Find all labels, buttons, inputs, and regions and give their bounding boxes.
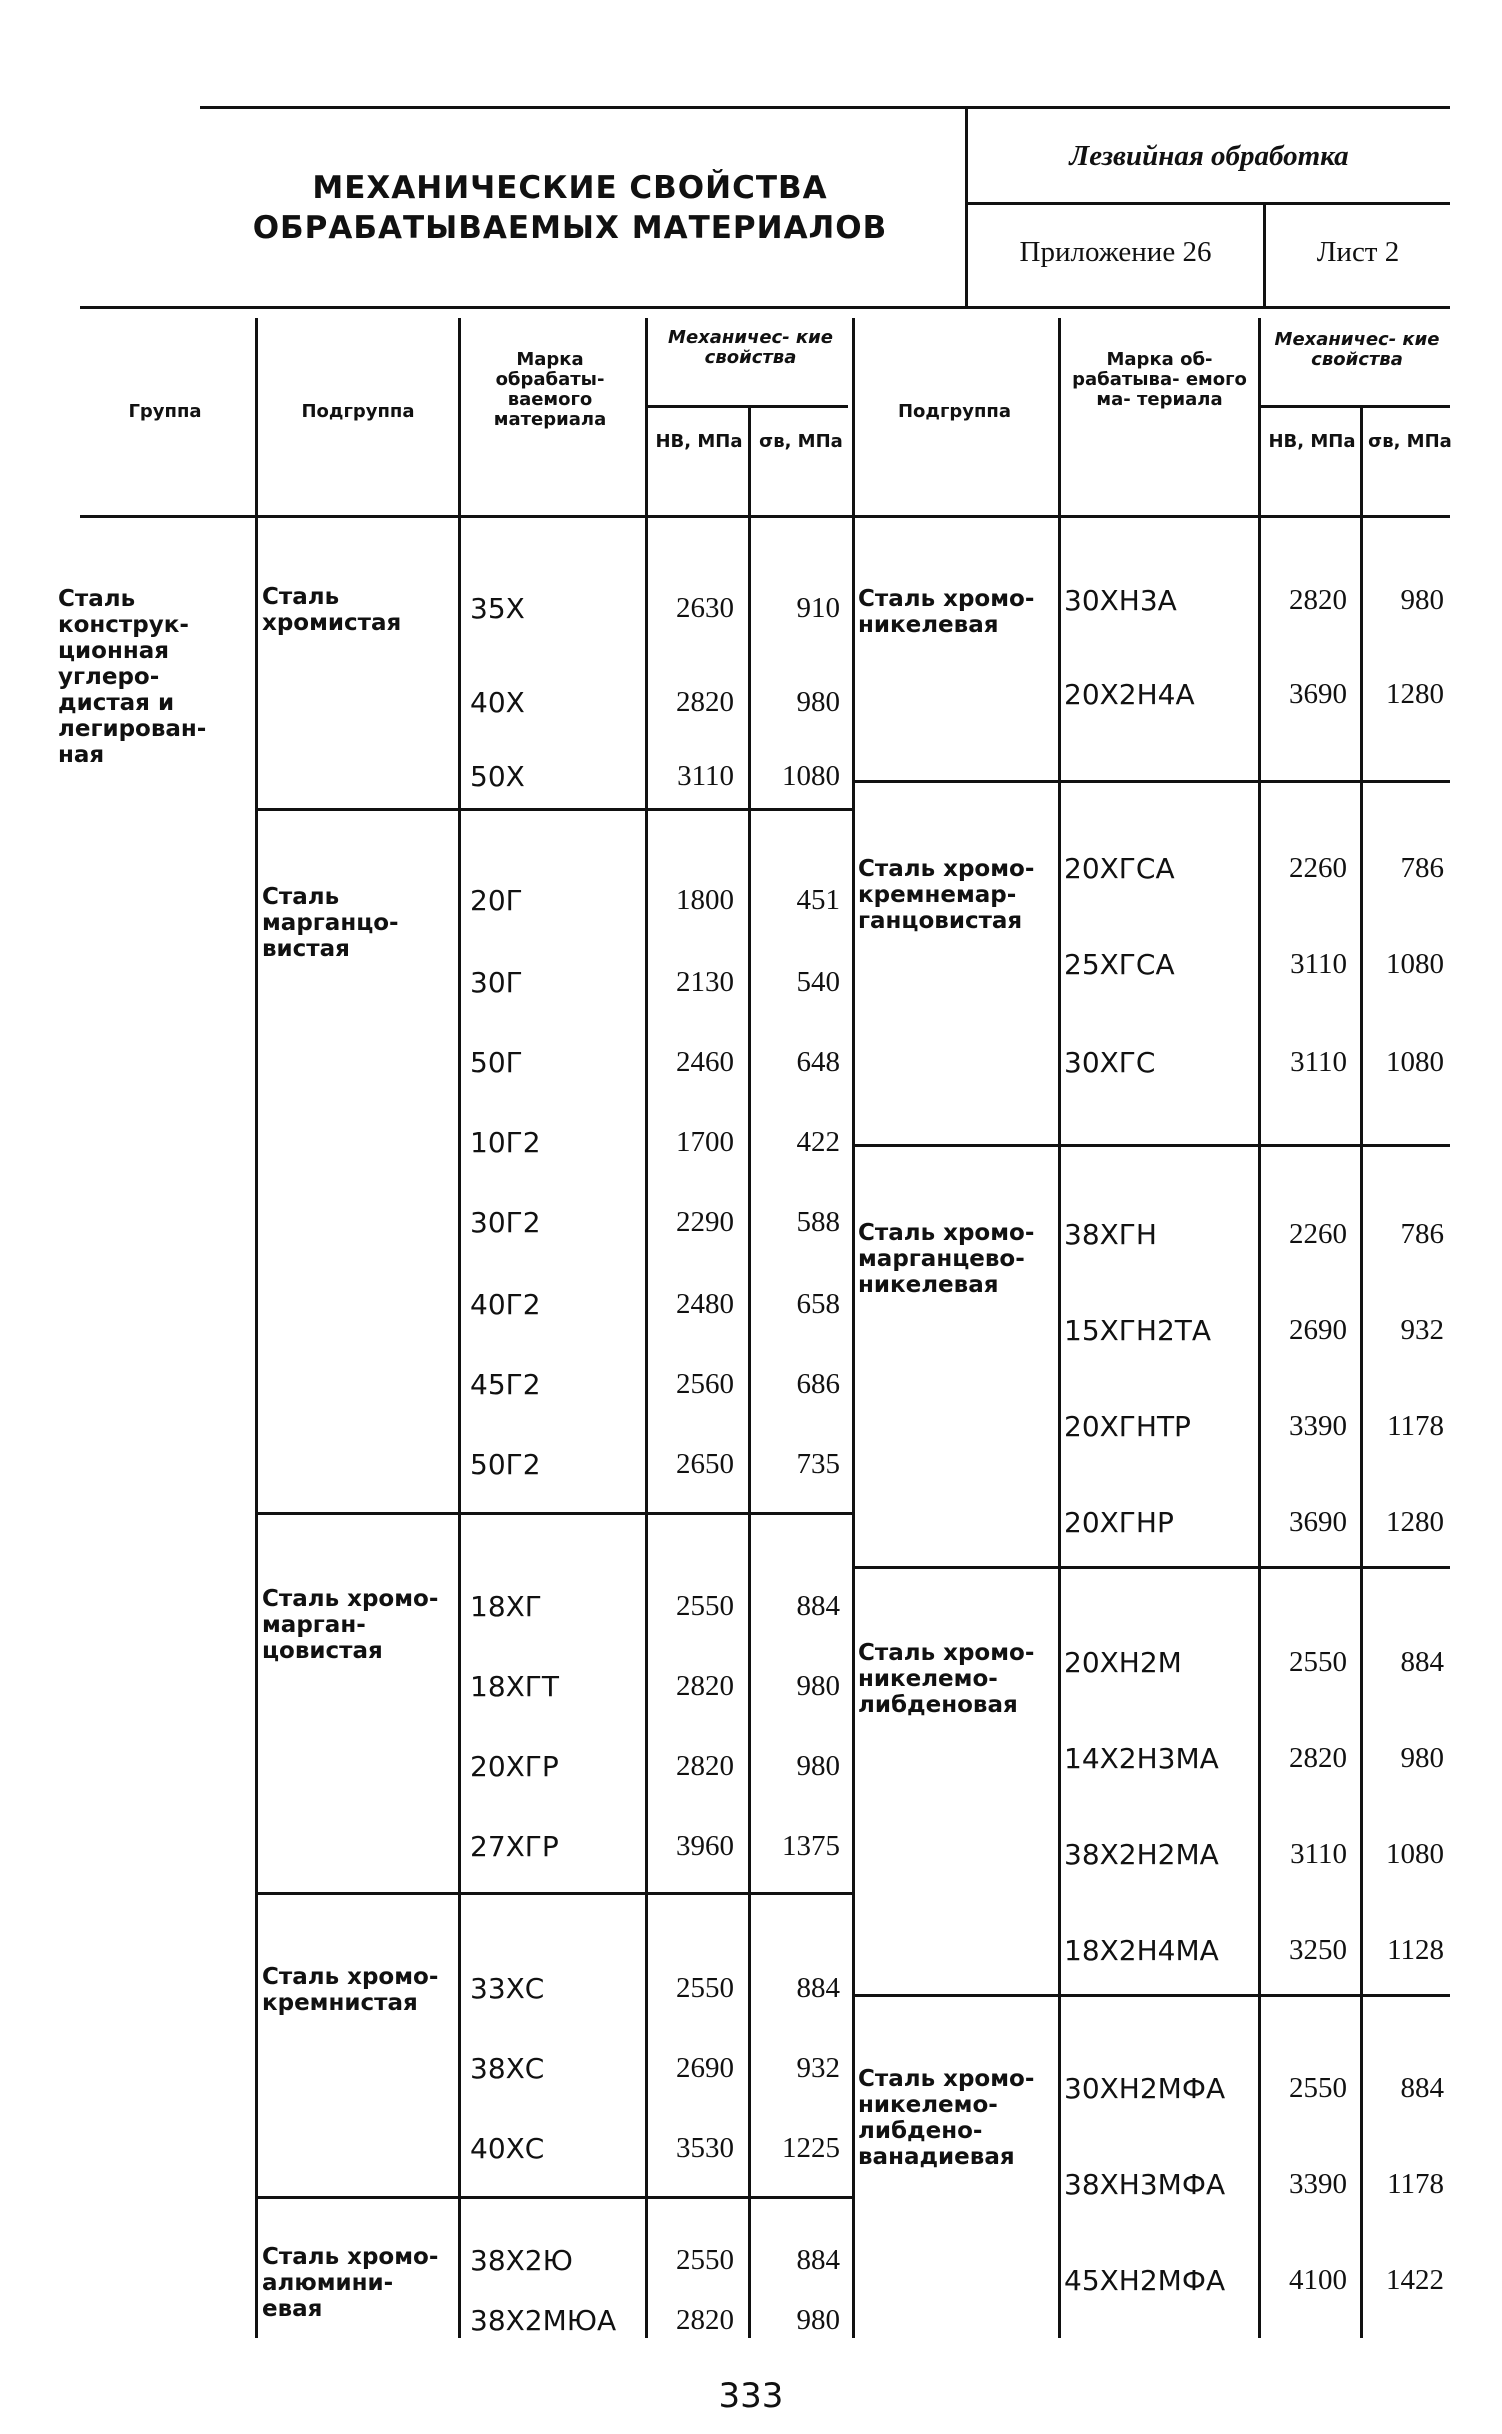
- sigma-value: 1080: [1386, 1838, 1444, 1870]
- sigma-value: 884: [796, 2244, 840, 2276]
- table-row: [0, 884, 852, 924]
- table-row: [0, 1670, 852, 1710]
- sigma-value: 980: [1400, 1742, 1444, 1774]
- sigma-value: 588: [796, 1206, 840, 1238]
- material-grade: 50Г2: [470, 1448, 541, 1481]
- subgroup-name: Сталь марганцо- вистая: [262, 884, 399, 962]
- col-subgroup-header: Подгруппа: [301, 401, 415, 422]
- hb-value: 2130: [676, 966, 734, 998]
- hb-value: 3690: [1289, 678, 1347, 710]
- material-grade: 40ХС: [470, 2132, 545, 2165]
- hb-value: 2820: [1289, 1742, 1347, 1774]
- sigma-value: 1178: [1387, 2168, 1444, 2200]
- table-row: [0, 2052, 852, 2092]
- material-grade: 27ХГР: [470, 1830, 559, 1863]
- material-grade: 45ХН2МФА: [1064, 2264, 1226, 2297]
- sigma-value: 422: [796, 1126, 840, 1158]
- hb-value: 3530: [676, 2132, 734, 2164]
- subgroup-name: Сталь хромо- алюмини- евая: [262, 2244, 439, 2322]
- col-subgroup-right-header: Подгруппа: [897, 401, 1011, 422]
- hb-value: 2820: [676, 1670, 734, 1702]
- table-row: [852, 948, 1450, 988]
- col-sigma-right-header: σв, МПа: [1368, 431, 1452, 452]
- material-grade: 40Г2: [470, 1288, 541, 1321]
- sigma-value: 540: [796, 966, 840, 998]
- subgroup-divider: [852, 1994, 1450, 1997]
- subgroup-divider: [255, 808, 852, 811]
- material-grade: 30ХН2МФА: [1064, 2072, 1226, 2105]
- sigma-value: 980: [796, 2304, 840, 2336]
- sigma-value: 1080: [1386, 948, 1444, 980]
- sigma-value: 980: [796, 686, 840, 718]
- material-grade: 30ХГС: [1064, 1046, 1156, 1079]
- hb-value: 2560: [676, 1368, 734, 1400]
- table-row: [852, 1838, 1450, 1878]
- subgroup-name: Сталь хромо- кремнистая: [262, 1964, 439, 2016]
- material-grade: 20ХГСА: [1064, 852, 1175, 885]
- material-grade: 35Х: [470, 592, 525, 625]
- hb-value: 1800: [676, 884, 734, 916]
- sigma-value: 884: [796, 1590, 840, 1622]
- table-row: [852, 1218, 1450, 1258]
- material-grade: 38Х2Ю: [470, 2244, 573, 2277]
- hb-value: 2550: [1289, 2072, 1347, 2104]
- subgroup-divider: [852, 1144, 1450, 1147]
- material-grade: 33ХС: [470, 1972, 545, 2005]
- material-grade: 40Х: [470, 686, 525, 719]
- sigma-value: 884: [796, 1972, 840, 2004]
- material-grade: 25ХГСА: [1064, 948, 1175, 981]
- hb-value: 2820: [676, 1750, 734, 1782]
- material-grade: 38ХН3МФА: [1064, 2168, 1226, 2201]
- sigma-value: 686: [796, 1368, 840, 1400]
- material-grade: 15ХГН2ТА: [1064, 1314, 1212, 1347]
- table-row: [852, 678, 1450, 718]
- header-divider: [965, 108, 968, 306]
- hb-value: 3390: [1289, 2168, 1347, 2200]
- material-grade: 38ХС: [470, 2052, 545, 2085]
- material-grade: 30ХН3А: [1064, 584, 1177, 617]
- sigma-value: 910: [796, 592, 840, 624]
- sigma-value: 451: [796, 884, 840, 916]
- top-rule: [200, 106, 1450, 109]
- material-grade: 45Г2: [470, 1368, 541, 1401]
- hb-value: 1700: [676, 1126, 734, 1158]
- sigma-value: 980: [796, 1670, 840, 1702]
- page-title-line1: МЕХАНИЧЕСКИЕ СВОЙСТВА: [312, 170, 828, 206]
- hb-value: 2820: [676, 2304, 734, 2336]
- material-grade: 20Х2Н4А: [1064, 678, 1195, 711]
- table-row: [0, 1046, 852, 1086]
- material-grade: 20ХГНТР: [1064, 1410, 1191, 1443]
- sigma-value: 884: [1400, 1646, 1444, 1678]
- table-row: [852, 2264, 1450, 2304]
- table-row: [852, 1410, 1450, 1450]
- subgroup-name: Сталь хромо- никелемо- либдено- ванадиевая: [858, 2066, 1035, 2170]
- hb-value: 4100: [1289, 2264, 1347, 2296]
- hb-value: 2630: [676, 592, 734, 624]
- header-bottom-rule: [80, 306, 1450, 309]
- hb-value: 2690: [676, 2052, 734, 2084]
- table-row: [852, 1314, 1450, 1354]
- hb-value: 2260: [1289, 852, 1347, 884]
- hb-value: 2290: [676, 1206, 734, 1238]
- material-grade: 50Г: [470, 1046, 523, 1079]
- material-grade: 20ХГНР: [1064, 1506, 1174, 1539]
- table-row: [852, 584, 1450, 624]
- table-row: [0, 1750, 852, 1790]
- sigma-value: 1128: [1387, 1934, 1444, 1966]
- material-grade: 18ХГТ: [470, 1670, 559, 1703]
- table-row: [0, 2304, 852, 2344]
- hb-value: 3390: [1289, 1410, 1347, 1442]
- material-grade: 14Х2Н3МА: [1064, 1742, 1219, 1775]
- hb-value: 3250: [1289, 1934, 1347, 1966]
- subgroup-name: Сталь хромо- никелемо- либденовая: [858, 1640, 1035, 1718]
- material-grade: 20Г: [470, 884, 523, 917]
- table-row: [852, 2072, 1450, 2112]
- sheet-label: Лист 2: [1316, 236, 1400, 268]
- sigma-value: 658: [796, 1288, 840, 1320]
- table-row: [852, 1742, 1450, 1782]
- hb-value: 3110: [1290, 1838, 1347, 1870]
- table-row: [0, 1972, 852, 2012]
- subgroup-divider: [852, 780, 1450, 783]
- subgroup-name: Сталь хромо- никелевая: [858, 586, 1035, 638]
- table-row: [0, 1368, 852, 1408]
- table-row: [0, 592, 852, 632]
- hb-value: 3690: [1289, 1506, 1347, 1538]
- sigma-value: 980: [796, 1750, 840, 1782]
- col-mech-header: Механичес- кие свойства: [668, 327, 833, 368]
- material-grade: 18Х2Н4МА: [1064, 1934, 1219, 1967]
- hb-value: 2260: [1289, 1218, 1347, 1250]
- table-row: [852, 2168, 1450, 2208]
- col-group-header: Группа: [128, 401, 202, 422]
- sigma-value: 1280: [1386, 678, 1444, 710]
- col-hb-right-header: НВ, МПа: [1268, 431, 1356, 452]
- appendix-label: Приложение 26: [1019, 236, 1212, 268]
- sigma-value: 735: [796, 1448, 840, 1480]
- sigma-value: 1225: [782, 2132, 840, 2164]
- hb-value: 2550: [676, 2244, 734, 2276]
- hb-value: 2820: [676, 686, 734, 718]
- col-sigma-header: σв, МПа: [759, 431, 843, 452]
- sigma-value: 884: [1400, 2072, 1444, 2104]
- col-hb-header: НВ, МПа: [655, 431, 743, 452]
- material-grade: 38Х2МЮА: [470, 2304, 617, 2337]
- hb-value: 2820: [1289, 584, 1347, 616]
- subgroup-name: Сталь хромистая: [262, 584, 402, 636]
- col-mech-right-header: Механичес- кие свойства: [1274, 329, 1440, 370]
- hb-value: 2480: [676, 1288, 734, 1320]
- table-row: [0, 1126, 852, 1166]
- sigma-value: 1080: [1386, 1046, 1444, 1078]
- table-row: [852, 1646, 1450, 1686]
- hb-value: 2550: [676, 1972, 734, 2004]
- sigma-value: 1375: [782, 1830, 840, 1862]
- sigma-value: 1280: [1386, 1506, 1444, 1538]
- table-row: [0, 1288, 852, 1328]
- material-grade: 18ХГ: [470, 1590, 542, 1623]
- subgroup-name: Сталь хромо- марганцево- никелевая: [858, 1220, 1035, 1298]
- material-grade: 30Г2: [470, 1206, 541, 1239]
- page-title-line2: ОБРАБАТЫВАЕМЫХ МАТЕРИАЛОВ: [252, 210, 888, 246]
- header-mid-rule: [968, 202, 1450, 205]
- hb-value: 2550: [676, 1590, 734, 1622]
- table-row: [0, 1590, 852, 1630]
- col-grade-header: Марка обрабаты- ваемого материала: [493, 349, 607, 430]
- col-grade-right-header: Марка об- рабатыва- емого ма- териала: [1072, 349, 1247, 410]
- material-grade: 30Г: [470, 966, 523, 999]
- hb-value: 2550: [1289, 1646, 1347, 1678]
- material-grade: 20ХН2М: [1064, 1646, 1182, 1679]
- material-grade: 20ХГР: [470, 1750, 559, 1783]
- sigma-value: 1422: [1386, 2264, 1444, 2296]
- hb-value: 3110: [1290, 1046, 1347, 1078]
- table-row: [852, 852, 1450, 892]
- section-label: Лезвийная обработка: [1069, 140, 1349, 172]
- sigma-value: 648: [796, 1046, 840, 1078]
- table-row: [0, 2244, 852, 2284]
- sigma-value: 1080: [782, 760, 840, 792]
- sigma-value: 1178: [1387, 1410, 1444, 1442]
- subgroup-divider: [255, 1892, 852, 1895]
- table-row: [0, 1830, 852, 1870]
- mech-header-rule: [1260, 405, 1450, 408]
- table-row: [0, 1206, 852, 1246]
- column-header-rule: [80, 515, 1450, 518]
- material-grade: 50Х: [470, 760, 525, 793]
- page-number: 333: [718, 2376, 784, 2416]
- hb-value: 2690: [1289, 1314, 1347, 1346]
- material-grade: 38ХГН: [1064, 1218, 1157, 1251]
- sigma-value: 932: [1400, 1314, 1444, 1346]
- material-grade: 38Х2Н2МА: [1064, 1838, 1219, 1871]
- sigma-value: 786: [1400, 1218, 1444, 1250]
- hb-value: 2650: [676, 1448, 734, 1480]
- table-row: [0, 966, 852, 1006]
- table-row: [852, 1046, 1450, 1086]
- hb-value: 3110: [1290, 948, 1347, 980]
- hb-value: 3110: [677, 760, 734, 792]
- table-row: [0, 686, 852, 726]
- subgroup-divider: [852, 1566, 1450, 1569]
- hb-value: 3960: [676, 1830, 734, 1862]
- material-grade: 10Г2: [470, 1126, 541, 1159]
- sigma-value: 980: [1400, 584, 1444, 616]
- hb-value: 2460: [676, 1046, 734, 1078]
- table-row: [0, 1448, 852, 1488]
- subgroup-name: Сталь хромо- марган- цовистая: [262, 1586, 439, 1664]
- subgroup-divider: [255, 2196, 852, 2199]
- group-name: Сталь конструк- ционная углеро- дистая и легирован- ная: [58, 586, 207, 768]
- subgroup-divider: [255, 1512, 852, 1515]
- sigma-value: 932: [796, 2052, 840, 2084]
- table-row: [852, 1506, 1450, 1546]
- table-row: [0, 2132, 852, 2172]
- subgroup-name: Сталь хромо- кремнемар- ганцовистая: [858, 856, 1035, 934]
- table-row: [0, 760, 852, 800]
- page-title: [180, 168, 960, 248]
- sigma-value: 786: [1400, 852, 1444, 884]
- table-row: [852, 1934, 1450, 1974]
